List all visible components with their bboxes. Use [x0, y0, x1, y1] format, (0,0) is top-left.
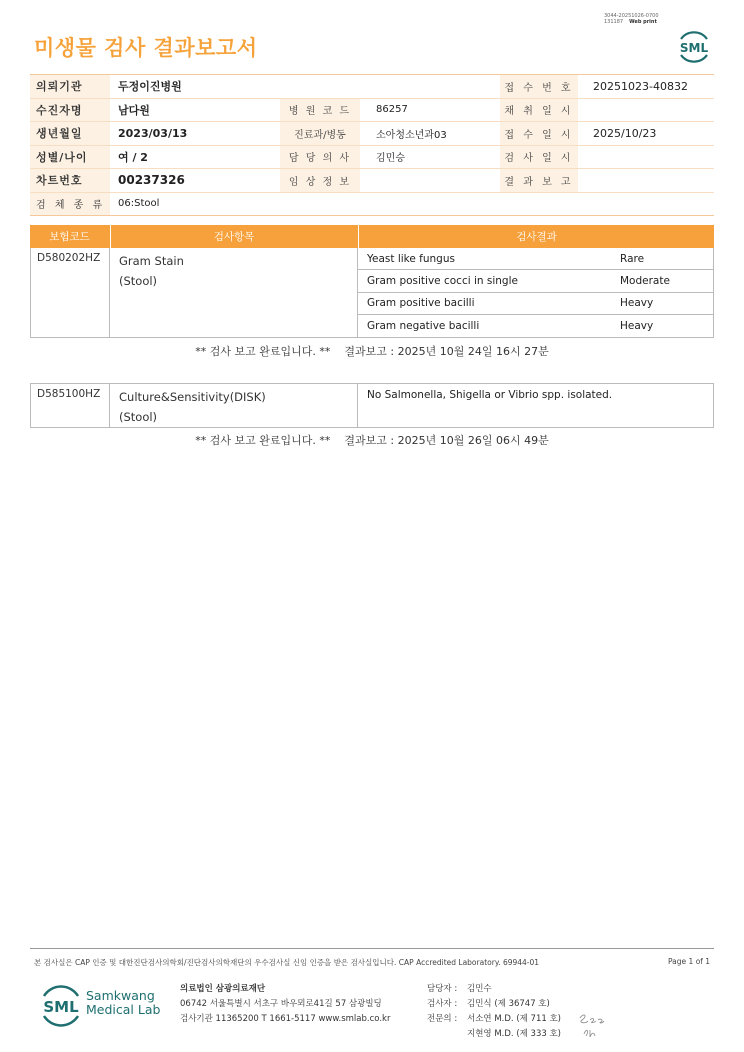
- result-row: [358, 248, 713, 270]
- label-receipt-datetime: 접 수 일 시: [500, 122, 578, 145]
- label-patient-name: 수진자명: [30, 99, 110, 122]
- organism-name: Yeast like fungus: [367, 252, 455, 265]
- label-department-ward: 진료과/병동: [280, 122, 360, 145]
- value-attending-doctor: 김민승: [376, 153, 405, 165]
- test-name: Gram Stain: [119, 254, 184, 268]
- label-sex-age: 성별/나이: [30, 146, 110, 169]
- value-clinical-info: [376, 169, 496, 192]
- staff-label: 전문의 :: [427, 1014, 458, 1024]
- value-department-ward: 소아청소년과03: [376, 129, 447, 141]
- sml-footer-logo: [36, 982, 86, 1028]
- organization-name: 의료법인 삼광의료재단: [180, 984, 266, 994]
- label-hospital-code: 병 원 코 드: [280, 99, 360, 122]
- result-row: [358, 293, 713, 315]
- lab-brand-name: [86, 989, 160, 1017]
- sml-footer-logo-text: SML: [43, 998, 79, 1016]
- label-requesting-institution: 의뢰기관: [30, 75, 110, 98]
- label-clinical-info: 임 상 정 보: [280, 169, 360, 192]
- value-test-datetime: [593, 146, 714, 169]
- value-collection-datetime: [593, 99, 714, 122]
- value-chart-number: 00237326: [118, 173, 185, 188]
- completion-note: ** 검사 보고 완료입니다. ** 결과보고 : 2025년 10월 26일 06시 49분: [195, 434, 549, 447]
- insurance-code: D580202HZ: [31, 248, 110, 337]
- value-requesting-institution: 두정이진병원: [118, 80, 182, 94]
- organism-name: Gram positive cocci in single: [367, 274, 518, 287]
- page-title: 미생물 검사 결과보고서: [34, 36, 258, 60]
- sml-logo-text: SML: [679, 41, 709, 55]
- organism-amount: Heavy: [620, 297, 654, 310]
- staff-value: 김민식 (제 36747 호): [467, 999, 550, 1009]
- report-sub-code: 131187: [604, 19, 624, 25]
- patient-info-table: [30, 74, 714, 216]
- result-row: [358, 315, 713, 337]
- staff-value: 서소연 M.D. (제 711 호): [467, 1014, 562, 1024]
- organism-name: Gram negative bacilli: [367, 319, 480, 332]
- organism-name: Gram positive bacilli: [367, 297, 475, 310]
- label-collection-datetime: 채 취 일 시: [500, 99, 578, 122]
- results-header: [30, 225, 714, 248]
- staff-value: 지현영 M.D. (제 333 호): [467, 1029, 562, 1039]
- label-accession-number: 접 수 번 호: [500, 75, 578, 98]
- header-insurance-code: 보험코드: [49, 231, 90, 243]
- test-item: [110, 248, 358, 337]
- value-patient-name: 남다원: [118, 103, 150, 117]
- header-test-item: 검사항목: [110, 225, 357, 248]
- label-result-report: 결 과 보 고: [500, 169, 578, 192]
- staff-info: [427, 982, 561, 1042]
- result-row: [358, 270, 713, 292]
- header-test-result: 검사결과: [358, 225, 714, 248]
- report-meta: [604, 13, 659, 25]
- insurance-code: D585100HZ: [31, 384, 110, 427]
- value-receipt-datetime: 2025/10/23: [593, 126, 657, 140]
- result-block-culture: [30, 383, 714, 428]
- test-item: [110, 384, 358, 427]
- result-block-gram-stain: [30, 248, 714, 338]
- sml-logo: [675, 27, 713, 65]
- print-label: Web print: [629, 19, 657, 25]
- page-number: Page 1 of 1: [668, 957, 711, 966]
- lab-brand-line1: Samkwang: [86, 988, 155, 1003]
- organization-contact: 검사기관 11365200 T 1661-5117 www.smlab.co.kr: [180, 1014, 391, 1024]
- result-list: [358, 248, 713, 337]
- culture-result: No Salmonella, Shigella or Vibrio spp. isolated.: [367, 389, 613, 401]
- staff-label: 담당자 :: [427, 984, 458, 994]
- value-specimen-type: 06:Stool: [118, 198, 160, 210]
- label-attending-doctor: 담 당 의 사: [280, 146, 360, 169]
- organization-address: 06742 서울특별시 서초구 바우뫼로41길 57 삼광빌딩: [180, 999, 382, 1009]
- test-name: Culture&Sensitivity(DISK): [119, 390, 266, 404]
- label-chart-number: 차트번호: [30, 169, 110, 192]
- organism-amount: Moderate: [620, 274, 670, 287]
- completion-note: ** 검사 보고 완료입니다. ** 결과보고 : 2025년 10월 24일 16시 27분: [195, 345, 549, 358]
- label-birth-date: 생년월일: [30, 122, 110, 145]
- report-code: 3044-20251026-0700: [604, 13, 659, 19]
- signature-image: [576, 1010, 616, 1042]
- specimen-note: (Stool): [119, 274, 158, 288]
- label-test-datetime: 검 사 일 시: [500, 146, 578, 169]
- value-sex-age: 여 / 2: [118, 150, 148, 164]
- label-specimen-type: 검 체 종 류: [30, 193, 110, 216]
- lab-brand-line2: Medical Lab: [86, 1002, 161, 1017]
- info-row: [30, 75, 714, 99]
- organism-amount: Heavy: [620, 319, 654, 332]
- value-accession-number: 20251023-40832: [593, 79, 688, 93]
- info-row: [30, 99, 714, 123]
- value-birth-date: 2023/03/13: [118, 126, 188, 140]
- specimen-note: (Stool): [119, 410, 158, 424]
- organization-info: [180, 982, 390, 1027]
- info-row: [30, 122, 714, 146]
- info-row: [30, 146, 714, 170]
- info-row: [30, 193, 714, 217]
- info-row: [30, 169, 714, 193]
- staff-label: 검사자 :: [427, 999, 458, 1009]
- footer-divider: [30, 948, 714, 949]
- value-result-report: [593, 169, 714, 192]
- organism-amount: Rare: [620, 252, 645, 265]
- value-hospital-code: 86257: [376, 104, 408, 116]
- result-list: [358, 384, 713, 427]
- certification-note: 본 검사실은 CAP 인증 및 대한진단검사의학회/진단검사의학재단의 우수검사실 신임 인증을 받은 검사실입니다. CAP Accredited Laboratory. 69944-01: [34, 958, 540, 967]
- staff-value: 김민수: [467, 984, 492, 994]
